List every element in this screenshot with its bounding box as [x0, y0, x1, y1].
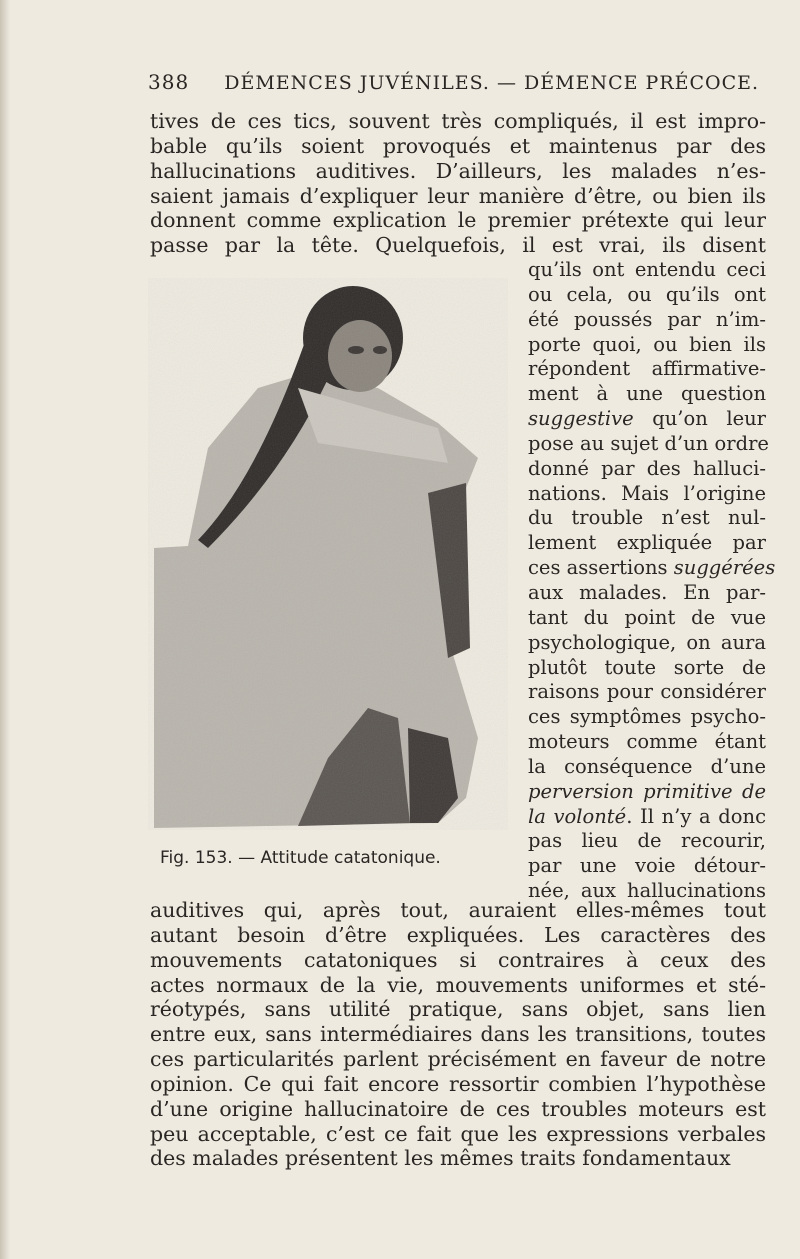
text-line: ces particularités parlent précisément en faveur de notre [150, 1047, 766, 1072]
text-run: ces symptômes psycho- [528, 705, 766, 729]
text-line [528, 606, 766, 631]
text-line [528, 333, 766, 358]
text-run: . Il n’y a donc [626, 804, 766, 828]
text-run: nations. Mais l’origine [528, 481, 766, 505]
text-line [528, 457, 766, 482]
text-line [528, 556, 776, 581]
text-line [528, 407, 766, 432]
text-run: du trouble n’est nul- [528, 506, 766, 530]
text-run: ces assertions [528, 556, 674, 580]
text-line [528, 730, 766, 755]
text-line: hallucinations auditives. D’ailleurs, les malades n’es- [150, 158, 766, 183]
text-run: raisons pour considérer [528, 680, 766, 704]
text-line: bable qu’ils soient provoqués et maintenus par des [150, 133, 766, 158]
paragraph-top [150, 109, 766, 258]
text-line [528, 581, 766, 606]
text-line: saient jamais d’expliquer leur manière d’être, ou bien ils [150, 183, 766, 208]
text-line [528, 829, 766, 854]
text-line: réotypés, sans utilité pratique, sans objet, sans lien [150, 997, 766, 1022]
text-line [528, 631, 766, 656]
italic-phrase: perversion primitive de [528, 779, 766, 803]
text-line [528, 680, 766, 705]
text-line [528, 382, 766, 407]
text-run: porte quoi, ou bien ils [528, 332, 766, 356]
figure-photo [148, 278, 508, 830]
text-run: ment à une question [528, 382, 766, 406]
text-line: passe par la tête. Quelquefois, il est vrai, ils disent [150, 233, 766, 258]
text-line [528, 357, 766, 382]
text-line: tives de ces tics, souvent très compliqués, il est impro- [150, 109, 766, 133]
text-line: peu acceptable, c’est ce fait que les expressions verbales [150, 1121, 766, 1146]
text-line [528, 656, 766, 681]
italic-phrase: suggestive [528, 407, 634, 431]
text-line [528, 482, 766, 507]
text-run: née, aux hallucinations [528, 879, 766, 903]
running-header [148, 70, 768, 94]
text-line [528, 705, 766, 730]
text-line: entre eux, sans intermédiaires dans les transitions, toutes [150, 1022, 766, 1047]
text-line: autant besoin d’être expliquées. Les caractères des [150, 922, 766, 947]
text-run: pose au sujet d’un ordre [528, 431, 769, 455]
text-line: mouvements catatoniques si contraires à ceux des [150, 947, 766, 972]
text-run: pas lieu de recourir, [528, 829, 766, 853]
text-run: moteurs comme étant [528, 730, 766, 754]
text-run: donné par des halluci- [528, 456, 766, 480]
running-title: DÉMENCES JUVÉNILES. — DÉMENCE PRÉCOCE. [224, 72, 760, 94]
text-line: auditives qui, après tout, auraient elles-mêmes tout [150, 898, 766, 922]
text-line [528, 854, 766, 879]
text-line: opinion. Ce qui fait encore ressortir combien l’hypothèse [150, 1071, 766, 1096]
text-run: par une voie détour- [528, 854, 766, 878]
text-line [528, 431, 769, 457]
text-run: qu’ils ont entendu ceci [528, 258, 766, 281]
paragraph-beside-figure [528, 258, 776, 904]
text-line [528, 805, 766, 830]
text-run: lement expliquée par [528, 531, 766, 555]
text-line [528, 755, 766, 780]
figure-caption: Fig. 153. — Attitude catatonique. [160, 848, 441, 868]
text-line: des malades présentent les mêmes traits fondamentaux [150, 1146, 731, 1171]
page-number: 388 [148, 70, 190, 94]
text-run: plutôt toute sorte de [528, 655, 766, 679]
text-line: donnent comme explication le premier prétexte qui leur [150, 208, 766, 233]
text-run: tant du point de vue [528, 605, 766, 629]
text-run: aux malades. En par- [528, 580, 766, 604]
text-run: été poussés par n’im- [528, 307, 766, 331]
text-line [528, 258, 766, 283]
catatonic-figure-photo [148, 278, 508, 830]
text-run: répondent affirmative- [528, 357, 766, 381]
page-edge [0, 0, 10, 1259]
text-run: qu’on leur [633, 407, 766, 431]
paragraph-bottom [150, 898, 766, 1171]
italic-phrase: la volonté [528, 804, 627, 828]
text-line: d’une origine hallucinatoire de ces troubles moteurs est [150, 1096, 766, 1121]
text-run: ou cela, ou qu’ils ont [528, 282, 766, 306]
text-line: actes normaux de la vie, mouvements uniformes et sté- [150, 972, 766, 997]
italic-phrase: suggérées [673, 556, 776, 580]
text-line [528, 531, 766, 556]
text-line [528, 506, 766, 531]
text-run: la conséquence d’une [528, 754, 766, 778]
text-run: psychologique, on aura [528, 630, 766, 654]
text-line [528, 283, 766, 308]
text-line [528, 308, 766, 333]
text-line [528, 780, 766, 805]
